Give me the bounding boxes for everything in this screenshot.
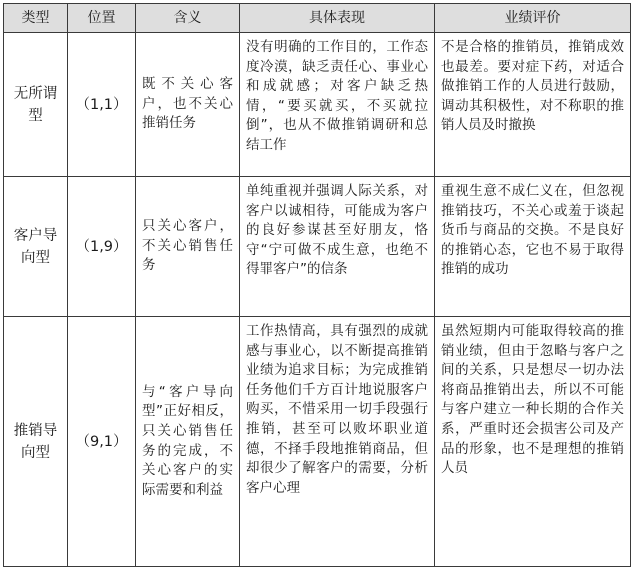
salesperson-type-table [3,3,631,567]
header-evaluation: 业绩评价 [435,4,631,33]
evaluation-cell: 不是合格的推销员，推销成效也最差。要对症下药，对适合做推销工作的人员进行鼓励，调动其积极性，对不称职的推销人员及时撤换 [435,33,631,177]
table-row [4,33,631,177]
behavior-cell: 没有明确的工作目的，工作态度冷漠，缺乏责任心、事业心和成就感；对客户缺乏热情，“要买就买，不买就拉倒”，也从不做推销调研和总结工作 [240,33,435,177]
header-type: 类型 [4,4,68,33]
header-meaning: 含义 [136,4,240,33]
type-cell: 推销导向型 [4,317,68,567]
behavior-cell: 单纯重视并强调人际关系，对客户以诚相待，可能成为客户的良好参谋甚至好朋友，恪守“宁可做不成生意，也绝不得罪客户”的信条 [240,177,435,317]
position-cell: （1,9） [68,177,136,317]
type-cell: 无所谓型 [4,33,68,177]
header-behavior: 具体表现 [240,4,435,33]
header-row [4,4,631,33]
meaning-cell: 只关心客户，不关心销售任务 [136,177,240,317]
table-row [4,317,631,567]
behavior-cell: 工作热情高，具有强烈的成就感与事业心，以不断提高推销业绩为追求目标；为完成推销任务他们千方百计地说服客户购买，不惜采用一切手段强行推销，甚至可以败坏职业道德，不择手段地推销商品，但却很少了解客户的需要，分析客户心理 [240,317,435,567]
table-row [4,177,631,317]
meaning-cell: 与“客户导向型”正好相反，只关心销售任务的完成，不关心客户的实际需要和利益 [136,317,240,567]
type-cell: 客户导向型 [4,177,68,317]
header-position: 位置 [68,4,136,33]
meaning-cell: 既不关心客户，也不关心推销任务 [136,33,240,177]
evaluation-cell: 重视生意不成仁义在，但忽视推销技巧，不关心或羞于谈起货币与商品的交换。不是良好的推销心态，它也不易于取得推销的成功 [435,177,631,317]
table-header [4,4,631,33]
position-cell: （1,1） [68,33,136,177]
table-body [4,33,631,567]
evaluation-cell: 虽然短期内可能取得较高的推销业绩，但由于忽略与客户之间的关系，只是想尽一切办法将商品推销出去，所以不可能与客户建立一种长期的合作关系，严重时还会损害公司及产品的形象，也不是理想的推销人员 [435,317,631,567]
position-cell: （9,1） [68,317,136,567]
